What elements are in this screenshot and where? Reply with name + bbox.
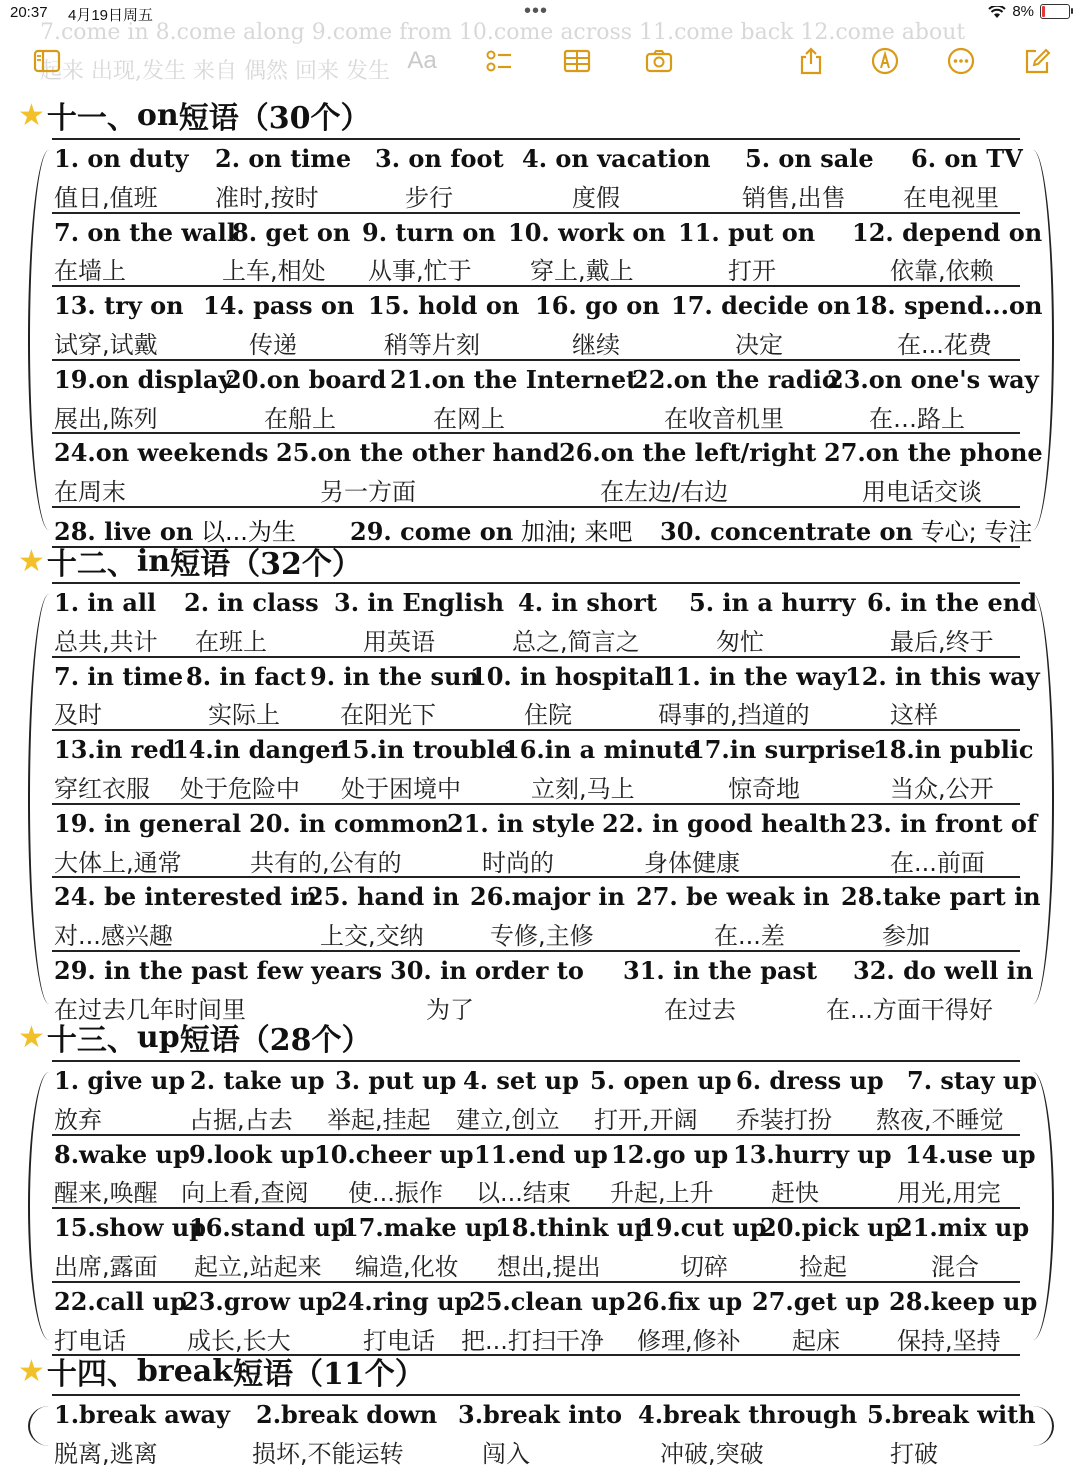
phrase-zh: 立刻,马上: [531, 774, 635, 803]
phrase-en: 4. set up: [463, 1066, 579, 1095]
phrase-zh: 实际上: [208, 701, 280, 730]
phrase-en: 22.on the radio: [632, 364, 838, 394]
phrase-en: 9.look up: [189, 1139, 315, 1169]
section-suffix: 短语（11个）: [233, 1357, 425, 1392]
section-title-break: [18, 1350, 425, 1392]
phrase-zh: 值日,值班: [54, 183, 158, 212]
phrase-en: 8. get on: [232, 217, 351, 247]
phrase-en: 2. take up: [190, 1066, 325, 1095]
phrase-zh: 在...差: [714, 922, 785, 951]
section-keyword: up: [136, 1019, 180, 1055]
phrase-row-en: [52, 212, 1043, 250]
phrase-en: 18.in public: [873, 735, 1034, 765]
phrase-zh: 专修,主修: [490, 922, 594, 951]
phrase-en: 5. open up: [590, 1066, 732, 1095]
phrase-zh: 混合: [931, 1252, 979, 1281]
phrase-en: 10.cheer up: [314, 1139, 474, 1169]
phrase-en: 31. in the past: [623, 955, 818, 985]
phrase-en: 24.ring up: [331, 1286, 472, 1316]
phrase-en: 27.get up: [752, 1286, 880, 1316]
phrase-zh: 醒来,唤醒: [54, 1179, 158, 1208]
phrase-zh: 在…路上: [869, 404, 965, 433]
phrase-en: 14.use up: [905, 1139, 1036, 1169]
phrase-zh: 步行: [405, 183, 453, 212]
compose-note-icon[interactable]: [1020, 44, 1054, 78]
phrase-en: 1. give up: [54, 1066, 186, 1095]
phrase-en: 16.stand up: [189, 1213, 348, 1243]
phrase-en: 5.break with: [867, 1400, 1036, 1429]
phrase-en: 2. on time: [215, 144, 352, 173]
phrase-en: 25.clean up: [469, 1286, 626, 1316]
phrase-zh: 这样: [890, 701, 938, 730]
status-time: 20:37: [10, 4, 48, 21]
phrase-en: 13.hurry up: [733, 1139, 892, 1169]
phrase-en: 28. live on: [54, 516, 194, 546]
phrase-zh: 穿上,戴上: [530, 257, 634, 286]
phrase-en: 26.major in: [470, 882, 625, 912]
phrase-en: 27.on the phone: [824, 438, 1043, 468]
phrase-en: 9. in the sun: [310, 661, 479, 691]
phrase-en: 26.on the left/right: [559, 438, 817, 468]
phrase-zh: 时尚的: [482, 848, 554, 877]
phrase-zh: 冲破,突破: [660, 1439, 764, 1468]
phrase-en: 20.pick up: [760, 1213, 902, 1243]
phrase-zh: 用光,用完: [897, 1179, 1001, 1208]
phrase-row-en: [52, 582, 1037, 620]
phrase-en: 6. on TV: [911, 144, 1023, 173]
table-icon[interactable]: [560, 44, 594, 78]
phrase-zh: 在班上: [195, 627, 267, 656]
phrase-zh: 出席,露面: [54, 1252, 158, 1281]
markup-pen-icon[interactable]: [868, 44, 902, 78]
star-icon: ★: [18, 1019, 45, 1055]
phrase-en: 9. turn on: [362, 217, 496, 247]
phrase-row-zh: [52, 767, 1020, 803]
phrase-en: 30. in order to: [390, 955, 584, 985]
phrase-zh: 试穿,试戴: [54, 330, 158, 359]
phrase-en: 13. try on: [54, 291, 184, 321]
phrase-zh: 在周末: [54, 478, 126, 507]
phrase-row-zh: [52, 841, 1020, 877]
phrase-en: 30. concentrate on: [660, 516, 913, 546]
phrase-zh: 在电视里: [903, 183, 999, 212]
phrase-row-zh: [52, 249, 1020, 285]
wifi-icon: [988, 6, 1006, 18]
phrase-zh: 切碎: [680, 1252, 728, 1281]
phrase-zh: 使...振作: [348, 1179, 443, 1208]
section-title-on: [18, 94, 370, 136]
phrase-en: 8.wake up: [54, 1139, 190, 1169]
phrase-zh: 在...前面: [890, 848, 985, 877]
phrase-zh: 在...方面干得好: [826, 995, 993, 1024]
phrase-en: 1. on duty: [54, 144, 189, 173]
phrase-en: 11. in the way: [659, 661, 847, 691]
phrase-zh: 在阳光下: [340, 701, 436, 730]
phrase-zh: 在收音机里: [664, 404, 784, 433]
phrase-en: 26.fix up: [626, 1286, 743, 1316]
phrase-zh: 在过去: [664, 995, 736, 1024]
phrase-en: 7. in time: [54, 661, 184, 691]
phrase-en: 19. in general: [54, 808, 242, 838]
section-suffix: 短语（30个）: [178, 101, 371, 136]
phrase-zh: 从事,忙于: [368, 257, 472, 286]
phrase-en: 23.grow up: [182, 1286, 333, 1316]
section-keyword: on: [136, 97, 179, 133]
phrase-zh: 闯入: [482, 1439, 530, 1468]
phrase-en: 23.on one's way: [827, 364, 1039, 394]
phrase-block-break: [52, 1394, 1036, 1468]
phrase-en: 6. dress up: [736, 1066, 884, 1095]
section-prefix: 十三、: [46, 1023, 137, 1058]
phrase-row-en: [52, 1060, 1038, 1098]
phrase-en: 10. in hospital: [470, 661, 664, 691]
battery-percent: 8%: [1012, 3, 1034, 20]
phrase-zh: 打开,开阔: [594, 1105, 698, 1134]
status-right: [988, 3, 1070, 20]
star-icon: ★: [18, 1353, 45, 1389]
phrase-row-zh: [52, 914, 1020, 950]
phrase-zh: 惊奇地: [728, 774, 800, 803]
phrase-en: 14.in danger: [172, 735, 344, 765]
phrase-en: 4.break through: [638, 1400, 858, 1429]
phrase-zh: 捡起: [799, 1252, 847, 1281]
phrase-en: 3.break into: [458, 1400, 622, 1429]
phrase-en: 21.on the Internet: [390, 364, 638, 394]
phrase-en: 15.in trouble: [336, 735, 512, 765]
phrase-zh: 编造,化妆: [355, 1252, 459, 1281]
phrase-row-en: [52, 285, 1043, 323]
phrase-zh: 在墙上: [54, 257, 126, 286]
section-keyword: in: [136, 543, 171, 579]
phrase-zh: 赶快: [771, 1179, 819, 1208]
camera-icon[interactable]: [642, 44, 676, 78]
phrase-row-zh: [52, 620, 1020, 656]
section-prefix: 十二、: [46, 547, 137, 582]
phrase-zh: 及时: [54, 701, 102, 730]
phrase-zh: 修理,修补: [637, 1326, 741, 1355]
phrase-row-zh: [52, 693, 1020, 729]
phrase-zh: 另一方面: [320, 478, 416, 507]
phrase-zh: 打破: [890, 1439, 938, 1468]
phrase-zh: 准时,按时: [215, 183, 319, 212]
phrase-en: 17. decide on: [671, 291, 851, 321]
phrase-en: 25. hand in: [307, 882, 460, 912]
phrase-zh: 以...结束: [476, 1179, 571, 1208]
phrase-zh: 为了: [426, 995, 474, 1024]
phrase-en: 16. go on: [535, 291, 660, 321]
phrase-row-en: [52, 876, 1041, 914]
ghost-line: 7.come in 8.come along 9.come from 10.come across 11.come back 12.come about: [40, 20, 966, 45]
phrase-block-on: [52, 138, 1043, 548]
phrase-en: 1. in all: [54, 588, 157, 617]
phrase-en: 2. in class: [184, 588, 319, 617]
phrase-en: 8. in fact: [186, 661, 306, 691]
phrase-en: 12. depend on: [852, 217, 1043, 247]
phrase-zh: 总共,共计: [54, 627, 158, 656]
phrase-en: 19.on display: [54, 364, 233, 394]
phrase-zh: 当众,公开: [890, 774, 994, 803]
phrase-zh: 打开: [728, 257, 776, 286]
phrase-en: 25.on the other hand: [276, 438, 560, 468]
phrase-en: 24.on weekends: [54, 438, 269, 468]
checklist-icon[interactable]: [482, 44, 516, 78]
phrase-row-zh: [52, 1171, 1020, 1207]
phrase-zh: 销售,出售: [742, 183, 846, 212]
battery-icon: [1040, 4, 1070, 19]
phrase-zh: 以...为生: [193, 517, 296, 546]
phrase-block-in: [52, 582, 1041, 1024]
text-format-button[interactable]: Aa: [407, 47, 437, 74]
more-options-icon[interactable]: [944, 44, 978, 78]
phrase-zh: 成长,长大: [187, 1326, 291, 1355]
phrase-zh: 乔装打扮: [736, 1105, 832, 1134]
phrase-row-zh: [52, 323, 1020, 359]
phrase-row-en: [52, 1281, 1038, 1319]
phrase-mixed: [350, 512, 633, 547]
phrase-zh: 度假: [572, 183, 620, 212]
section-title-up: [18, 1016, 371, 1058]
phrase-en: 21. in style: [447, 808, 595, 838]
notes-toolbar: [0, 38, 1080, 84]
phrase-en: 28.keep up: [889, 1286, 1038, 1316]
phrase-zh: 保持,坚持: [897, 1326, 1001, 1355]
phrase-en: 29. in the past few years: [54, 955, 383, 985]
ghost-line: 起来 出现,发生 来自 偶然 回来 发生: [40, 59, 390, 84]
phrase-en: 15. hold on: [368, 291, 520, 321]
phrase-zh: 放弃: [54, 1105, 102, 1134]
phrase-zh: 决定: [735, 330, 783, 359]
phrase-en: 24. be interested in: [54, 882, 317, 912]
phrase-zh: 依靠,依赖: [890, 257, 994, 286]
phrase-en: 5. in a hurry: [689, 588, 856, 617]
phrase-row-en: [52, 803, 1038, 841]
phrase-row-en: [52, 1207, 1030, 1245]
phrase-zh: 处于困境中: [341, 774, 461, 803]
phrase-en: 2.break down: [256, 1400, 438, 1429]
phrase-zh: 处于危险中: [180, 774, 300, 803]
phrase-en: 10. work on: [508, 217, 666, 247]
phrase-row-en: [52, 656, 1040, 694]
phrase-en: 11. put on: [678, 217, 816, 247]
phrase-en: 32. do well in: [853, 955, 1034, 985]
phrase-en: 22.call up: [54, 1286, 187, 1316]
phrase-row-zh: [52, 1245, 1020, 1281]
phrase-zh: 加油; 来吧: [513, 517, 633, 546]
phrase-zh: 在网上: [433, 404, 505, 433]
phrase-zh: 大体上,通常: [54, 848, 182, 877]
phrase-zh: 继续: [572, 330, 620, 359]
phrase-zh: 用电话交谈: [862, 478, 982, 507]
phrase-en: 27. be weak in: [636, 882, 830, 912]
phrase-zh: 稍等片刻: [384, 330, 480, 359]
phrase-zh: 共有的,公有的: [250, 848, 402, 877]
phrase-en: 3. in English: [334, 588, 505, 617]
phrase-en: 15.show up: [54, 1213, 206, 1243]
phrase-row-zh: [52, 397, 1020, 433]
share-icon[interactable]: [794, 44, 828, 78]
phrase-zh: 匆忙: [716, 627, 764, 656]
phrase-zh: 在左边/右边: [600, 478, 729, 507]
phrase-en: 28.take part in: [841, 882, 1041, 912]
phrase-en: 6. in the end: [867, 588, 1037, 617]
phrase-en: 20. in common: [249, 808, 449, 838]
phrase-en: 1.break away: [54, 1400, 230, 1429]
phrase-zh: 举起,挂起: [327, 1105, 431, 1134]
phrase-zh: 传递: [249, 330, 297, 359]
section-prefix: 十一、: [46, 101, 137, 136]
phrase-zh: 熬夜,不睡觉: [876, 1105, 1004, 1134]
phrase-row-zh: [52, 1432, 1020, 1468]
phrase-zh: 住院: [524, 701, 572, 730]
phrase-zh: 占据,占去: [189, 1105, 293, 1134]
phrase-en: 29. come on: [350, 516, 514, 546]
phrase-en: 13.in red: [54, 735, 176, 765]
section-suffix: 短语（32个）: [170, 547, 362, 582]
phrase-row-zh: [52, 176, 1020, 212]
phrase-zh: 把...打扫干净: [461, 1326, 604, 1355]
phrase-row-en: [52, 729, 1034, 767]
phrase-en: 19.cut up: [639, 1213, 767, 1243]
phrase-en: 18. spend...on: [854, 291, 1043, 321]
phrase-en: 3. on foot: [375, 144, 504, 173]
phrase-zh: 上交,交纳: [320, 922, 424, 951]
phrase-zh: 打电话: [54, 1326, 126, 1355]
phrase-row-en: [52, 138, 1023, 176]
phrase-en: 11.end up: [474, 1139, 608, 1169]
phrase-mixed: [660, 512, 1032, 547]
phrase-zh: 向上看,查阅: [181, 1179, 309, 1208]
phrase-en: 20.on board: [225, 364, 387, 394]
phrase-zh: 在过去几年时间里: [54, 995, 246, 1024]
phrase-zh: 上车,相处: [222, 257, 326, 286]
star-icon: ★: [18, 543, 45, 579]
phrase-en: 12. in this way: [845, 661, 1040, 691]
phrase-zh: 对...感兴趣: [54, 922, 173, 951]
phrase-en: 7. on the wall: [54, 217, 236, 247]
phrase-en: 4. in short: [518, 588, 658, 617]
phrase-zh: 在...花费: [897, 330, 992, 359]
phrase-en: 23. in front of: [850, 808, 1038, 838]
section-keyword: break: [136, 1353, 233, 1389]
section-suffix: 短语（28个）: [179, 1023, 372, 1058]
sidebar-toggle-icon[interactable]: [30, 44, 64, 78]
phrase-zh: 损坏,不能运转: [252, 1439, 404, 1468]
phrase-row-zh: [52, 470, 1020, 506]
phrase-zh: 想出,提出: [497, 1252, 601, 1281]
phrase-block-up: [52, 1060, 1038, 1356]
phrase-row-en: [52, 950, 1034, 988]
phrase-en: 5. on sale: [745, 144, 874, 173]
phrase-row-en: [52, 1134, 1036, 1172]
phrase-zh: 脱离,逃离: [54, 1439, 158, 1468]
phrase-en: 7. stay up: [907, 1066, 1038, 1095]
phrase-zh: 碍事的,挡道的: [658, 701, 810, 730]
star-icon: ★: [18, 97, 45, 133]
phrase-zh: 穿红衣服: [54, 774, 150, 803]
phrase-en: 4. on vacation: [522, 144, 711, 173]
phrase-en: 3. put up: [335, 1066, 457, 1095]
phrase-row-en: [52, 1394, 1036, 1432]
phrase-zh: 打电话: [363, 1326, 435, 1355]
phrase-zh: 用英语: [363, 627, 435, 656]
phrase-row-en: [52, 359, 1039, 397]
phrase-en: 14. pass on: [203, 291, 355, 321]
phrase-en: 17.make up: [342, 1213, 500, 1243]
phrase-row-zh: [52, 1098, 1020, 1134]
phrase-zh: 展出,陈列: [54, 404, 158, 433]
phrase-zh: 参加: [882, 922, 930, 951]
phrase-row-en: [52, 432, 1043, 470]
phrase-en: 18.think up: [495, 1213, 652, 1243]
status-date: 4月19日周五: [68, 7, 154, 24]
phrase-zh: 建立,创立: [456, 1105, 560, 1134]
phrase-zh: 升起,上升: [610, 1179, 714, 1208]
phrase-zh: 身体健康: [644, 848, 740, 877]
section-title-in: [18, 540, 362, 582]
section-prefix: 十四、: [46, 1357, 137, 1392]
phrase-zh: 总之,简言之: [512, 627, 640, 656]
phrase-zh: 最后,终于: [890, 627, 994, 656]
phrase-en: 22. in good health: [602, 808, 847, 838]
phrase-zh: 起床: [792, 1326, 840, 1355]
multitasking-dots-icon[interactable]: •••: [524, 0, 549, 22]
phrase-zh: 专心; 专注: [912, 517, 1033, 546]
phrase-zh: 起立,站起来: [194, 1252, 322, 1281]
phrase-en: 12.go up: [611, 1139, 729, 1169]
phrase-en: 16.in a minute: [503, 735, 700, 765]
phrase-zh: 在船上: [264, 404, 336, 433]
phrase-en: 21.mix up: [896, 1213, 1030, 1243]
phrase-en: 17.in surprise: [688, 735, 876, 765]
